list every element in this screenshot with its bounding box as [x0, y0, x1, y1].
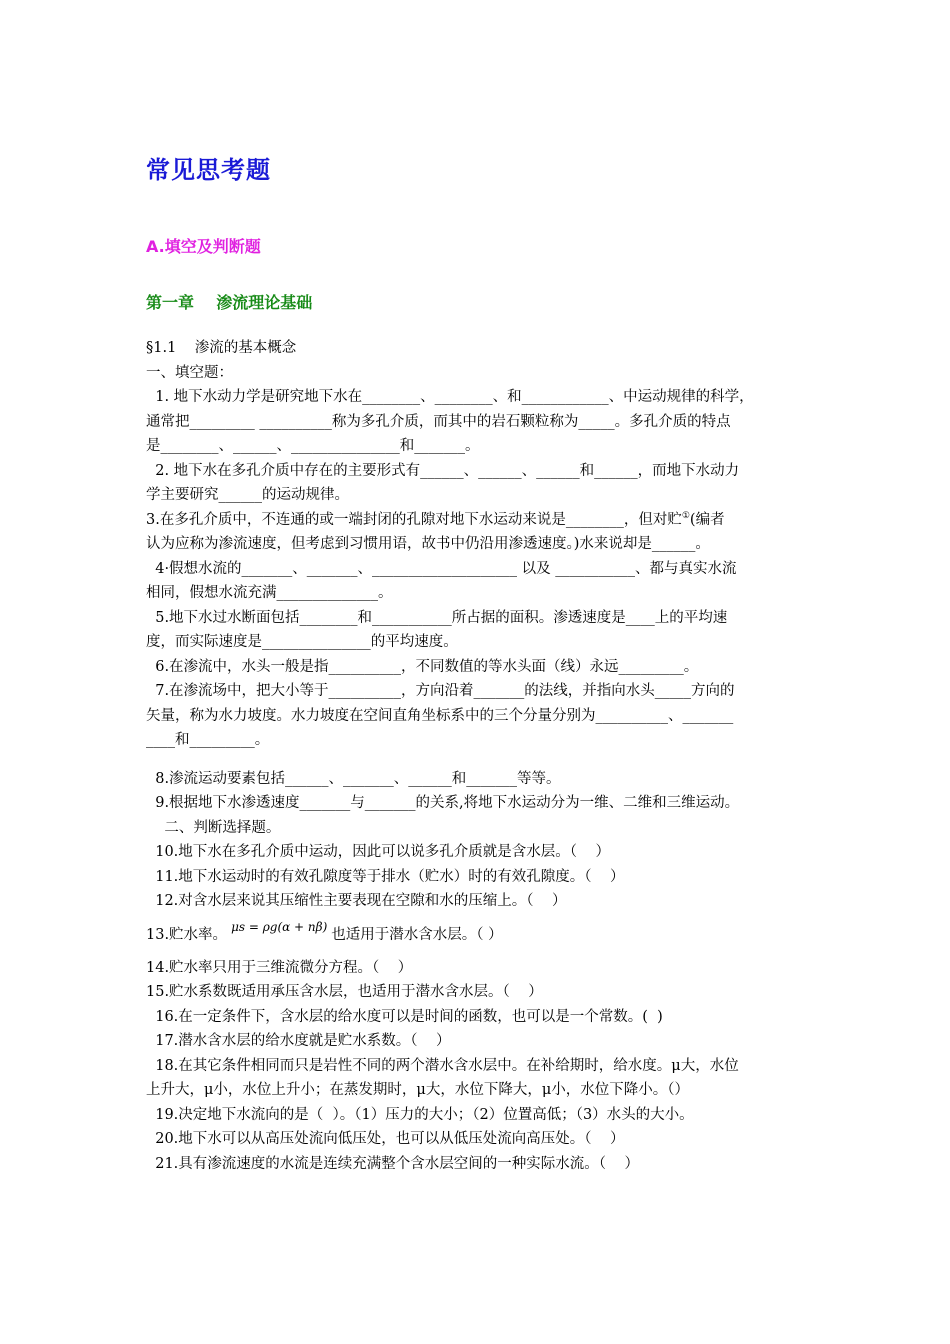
text-line: ____和_________。: [146, 732, 270, 748]
text-line: 上升大，μ小，水位上升小；在蒸发期时，μ大，水位下降大，μ小，水位下降小。（）: [146, 1082, 690, 1098]
text-line: 21.具有渗流速度的水流是连续充满整个含水层空间的一种实际水流。（ ）: [146, 1155, 639, 1172]
text-line: 是________、______、_______________和_______。: [146, 438, 480, 454]
text-line: 5.地下水过水断面包括________和___________所占据的面积。渗透速度是____上的平均速: [146, 609, 728, 626]
text-line: 7.在渗流场中，把大小等于__________，方向沿着_______的法线，并指向水头_____方向的: [146, 683, 735, 699]
text-line: 20.地下水可以从高压处流向低压处，也可以从低压处流向高压处。（ ）: [146, 1131, 625, 1147]
text-line: 2. 地下水在多孔介质中存在的主要形式有______、______、______和______，而地下水动力: [146, 462, 740, 479]
chapter-heading: 第一章 渗流理论基础: [146, 293, 313, 312]
question-13: [146, 916, 816, 956]
text-line: 矢量，称为水力坡度。水力坡度在空间直角坐标系中的三个分量分别为__________、_______: [146, 707, 734, 724]
storage-formula: μs = ρg(α + nβ): [231, 920, 328, 935]
text-line: 6.在渗流中，水头一般是指__________，不同数值的等水头面（线）永远_________。: [146, 658, 699, 675]
text-line: 16.在一定条件下，含水层的给水度可以是时间的函数，也可以是一个常数。( ): [146, 1008, 663, 1025]
text-line: 8.渗流运动要素包括______、_______、______和_______等等。: [146, 770, 561, 787]
text-segment: 3.在多孔介质中，不连通的或一端封闭的孔隙对地下水运动来说是________，但对贮: [146, 511, 682, 528]
text-line: 15.贮水系数既适用承压含水层，也适用于潜水含水层。（ ）: [146, 984, 543, 1000]
footnote-text: (编者: [689, 511, 725, 528]
text-line: 12.对含水层来说其压缩性主要表现在空隙和水的压缩上。（ ）: [146, 893, 567, 909]
question-body: [146, 336, 816, 1176]
text-line: 11.地下水运动时的有效孔隙度等于排水（贮水）时的有效孔隙度。（ ）: [146, 868, 625, 885]
text-line: 通常把_________ __________称为多孔介质，而其中的岩石颗粒称为_____。多孔介质的特点: [146, 413, 731, 430]
text-line: 19.决定地下水流向的是（ ）。（1）压力的大小；（2）位置高低；（3）水头的大小。: [146, 1106, 694, 1123]
text-line: 二、判断选择题。: [146, 819, 281, 836]
text-line: 学主要研究______的运动规律。: [146, 487, 349, 503]
text-line: 1. 地下水动力学是研究地下水在________、________、和____________、中运动规律的科学，: [146, 389, 754, 405]
text-line: 度，而实际速度是_______________的平均速度。: [146, 634, 458, 650]
section-heading: A.填空及判断题: [146, 237, 261, 256]
text-line: 相同，假想水流充满______________。: [146, 585, 393, 601]
footnote-mark: ①: [681, 510, 690, 521]
text-line: 10.地下水在多孔介质中运动，因此可以说多孔介质就是含水层。（ ）: [146, 844, 610, 860]
q13-prefix: 13.贮水率。: [146, 927, 228, 944]
text-line: [146, 508, 816, 533]
text-line: 18.在其它条件相同而只是岩性不同的两个潜水含水层中。在补给期时，给水度。μ大，水位: [146, 1057, 739, 1074]
text-line: 9.根据地下水渗透速度_______与_______的关系,将地下水运动分为一维、二维和三维运动。: [146, 795, 740, 811]
text-line: 认为应称为渗流速度，但考虑到习惯用语，故书中仍沿用渗透速度。)水来说却是______。: [146, 536, 710, 552]
spacer: [146, 753, 816, 767]
text-line: 17.潜水含水层的给水度就是贮水系数。（ ）: [146, 1033, 451, 1049]
text-line: §1.1 渗流的基本概念: [146, 340, 297, 356]
q13-suffix: 也适用于潜水含水层。（ ）: [331, 927, 503, 944]
text-line: 一、填空题：: [146, 364, 233, 381]
page-title: 常见思考题: [146, 156, 271, 184]
text-line: 14.贮水率只用于三维流微分方程。（ ）: [146, 959, 413, 976]
text-line: 4·假想水流的_______、_______、____________________ 以及 ___________、都与真实水流: [146, 560, 737, 577]
